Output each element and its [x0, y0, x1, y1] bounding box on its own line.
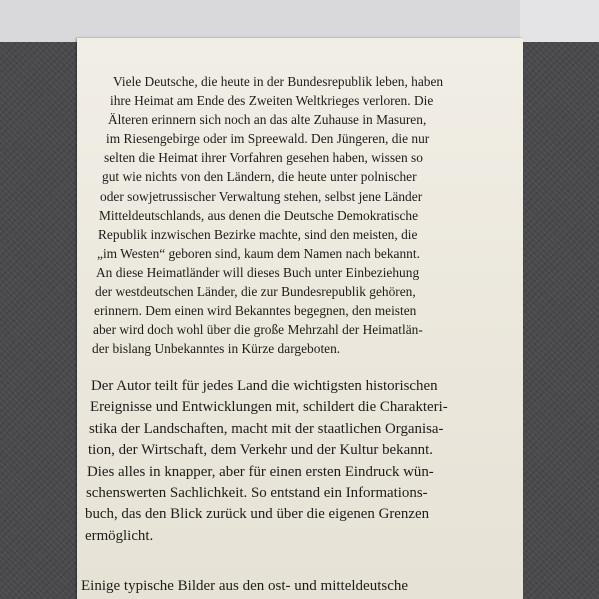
paragraph-author [77, 376, 523, 547]
text-line: buch, das den Blick zurück und über die eigenen Grenzen [85, 506, 430, 523]
text-line: Republik inzwischen Bezirke machte, sind den meisten, die [98, 226, 418, 242]
background-surface-right [520, 0, 599, 42]
text-line: Der Autor teilt für jedes Land die wichtigsten historischen [91, 378, 438, 394]
text-line: der westdeutschen Länder, die zur Bundesrepublik gehören, [95, 284, 416, 300]
book-page [77, 38, 523, 599]
text-line: An diese Heimatländer will dieses Buch unter Einbeziehung [96, 264, 420, 280]
text-line: Ereignisse und Entwicklungen mit, schildert die Charakteri- [90, 399, 448, 416]
text-line: ermöglicht. [85, 527, 154, 544]
text-line: schenswerten Sachlichkeit. So entstand ein Informations- [86, 485, 428, 502]
text-line: Einige typische Bilder aus den ost- und mitteldeutsche [81, 578, 409, 594]
text-line: aber wird doch wohl über die große Mehrzahl der Heimatlän- [93, 322, 423, 338]
paragraph-cut-off [77, 575, 523, 597]
text-line: „im Westen“ geboren sind, kaum dem Namen nach bekannt. [97, 245, 420, 261]
text-line: stika der Landschaften, macht mit der staatlichen Organisa- [89, 420, 444, 437]
text-line: oder sowjetrussischer Verwaltung stehen, selbst jene Länder [100, 188, 423, 204]
text-line: tion, der Wirtschaft, dem Verkehr und der Kultur bekannt. [88, 442, 433, 459]
text-line: ihre Heimat am Ende des Zweiten Weltkrieges verloren. Die [110, 93, 434, 109]
text-line: Mitteldeutschlands, aus denen die Deutsche Demokratische [99, 207, 419, 223]
paragraph-intro [77, 72, 523, 358]
text-line: der bislang Unbekanntes in Kürze dargeboten. [92, 341, 341, 357]
text-line: Viele Deutsche, die heute in der Bundesrepublik leben, haben [113, 74, 444, 89]
text-line: gut wie nichts von den Ländern, die heute unter polnischer [102, 169, 417, 185]
text-line: Älteren erinnern sich noch an das alte Zuhause in Masuren, [108, 112, 427, 128]
text-line: Dies alles in knapper, aber für einen ersten Eindruck wün- [87, 463, 434, 480]
background-surface [0, 0, 599, 42]
text-line: im Riesengebirge oder im Spreewald. Den Jüngeren, die nur [106, 131, 430, 147]
text-line: selten die Heimat ihrer Vorfahren gesehen haben, wissen so [104, 150, 423, 166]
text-line: erinnern. Dem einen wird Bekanntes begegnen, den meisten [94, 303, 417, 319]
